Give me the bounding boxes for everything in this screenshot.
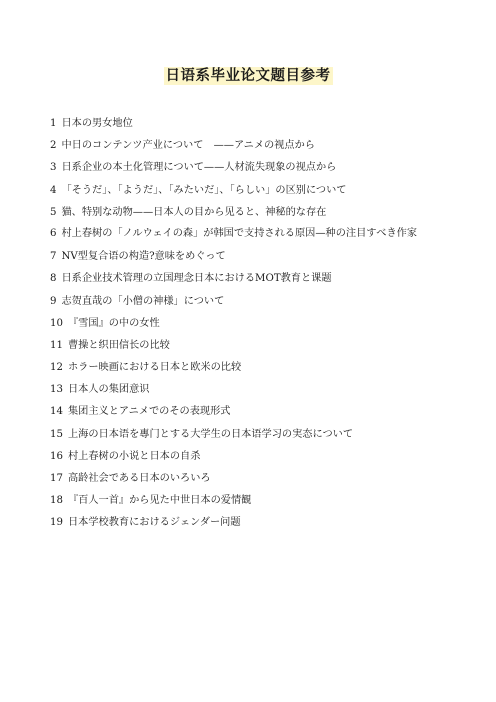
item-number: 16 (50, 450, 63, 462)
topic-list (50, 116, 470, 538)
list-item (50, 205, 470, 220)
item-text: 『百人一首』から见た中世日本の爱情観 (67, 495, 252, 507)
item-text: 上海の日本语を專门とする大学生の日本语学习の実态について (67, 428, 354, 440)
list-item (50, 471, 470, 486)
item-number: 10 (50, 317, 63, 329)
list-item (50, 294, 470, 309)
page-title (0, 64, 496, 85)
item-number: 8 (50, 273, 57, 285)
item-text: 猫、特别な动物——日本人の目から见ると、神秘的な存在 (61, 206, 327, 218)
list-item (50, 316, 470, 331)
item-text: NV型复合语の构造?意味をめぐって (61, 251, 226, 263)
list-item (50, 360, 470, 375)
item-text: 中日のコンテンツ产业について ——アニメの视点から (61, 140, 315, 152)
list-item (50, 271, 470, 286)
item-text: 日本の男女地位 (61, 118, 133, 129)
list-item (50, 449, 470, 464)
item-number: 12 (50, 362, 63, 374)
list-item (50, 338, 470, 353)
item-text: 村上春树の小说と日本の自杀 (67, 450, 201, 462)
item-number: 3 (50, 162, 57, 174)
item-text: 高龄社会である日本のいろいろ (67, 473, 211, 485)
item-number: 2 (50, 140, 57, 152)
item-text: 志贺直哉の「小僧の神様」について (61, 295, 225, 307)
list-item (50, 160, 470, 175)
list-item (50, 138, 470, 153)
item-text: 村上春树の「ノルウェイの森」が韩国で支持される原因—种の注目すべき作家 (61, 228, 418, 240)
list-item (50, 223, 470, 245)
item-number: 5 (50, 206, 57, 218)
item-text: 「そうだ」、「ようだ」、「みたいだ」、「らしい」の区别について (61, 184, 347, 196)
item-text: 日本人の集团意识 (67, 384, 150, 396)
item-number: 9 (50, 295, 57, 307)
item-number: 11 (50, 339, 63, 351)
list-item (50, 427, 470, 442)
item-text: 集团主义とアニメでのその表现形式 (67, 406, 231, 418)
list-item (50, 382, 470, 397)
list-item (50, 493, 470, 508)
page-title-text: 日语系毕业论文题目参考 (165, 68, 331, 84)
item-number: 14 (50, 406, 63, 418)
item-number: 13 (50, 384, 63, 396)
item-text: ホラー映画における日本と欧米の比较 (67, 362, 242, 374)
item-number: 15 (50, 428, 63, 440)
item-number: 1 (50, 118, 57, 129)
list-item (50, 249, 470, 264)
item-number: 19 (50, 517, 63, 529)
item-number: 7 (50, 251, 57, 263)
item-number: 17 (50, 473, 63, 485)
item-text: 日系企业技术管理の立国理念日本におけるMOT教育と课题 (61, 273, 332, 285)
list-item (50, 116, 470, 131)
item-number: 6 (50, 228, 57, 240)
item-text: 『雪国』の中の女性 (67, 317, 160, 329)
item-number: 4 (50, 184, 57, 196)
item-number: 18 (50, 495, 63, 507)
item-text: 曹操と织田信长の比较 (67, 339, 170, 351)
item-text: 日本学校教育におけるジェンダー问题 (67, 517, 241, 529)
item-text: 日系企业の本土化管理について——人材流失现象の视点から (61, 162, 337, 174)
list-item (50, 515, 470, 530)
list-item (50, 404, 470, 419)
list-item (50, 183, 470, 198)
